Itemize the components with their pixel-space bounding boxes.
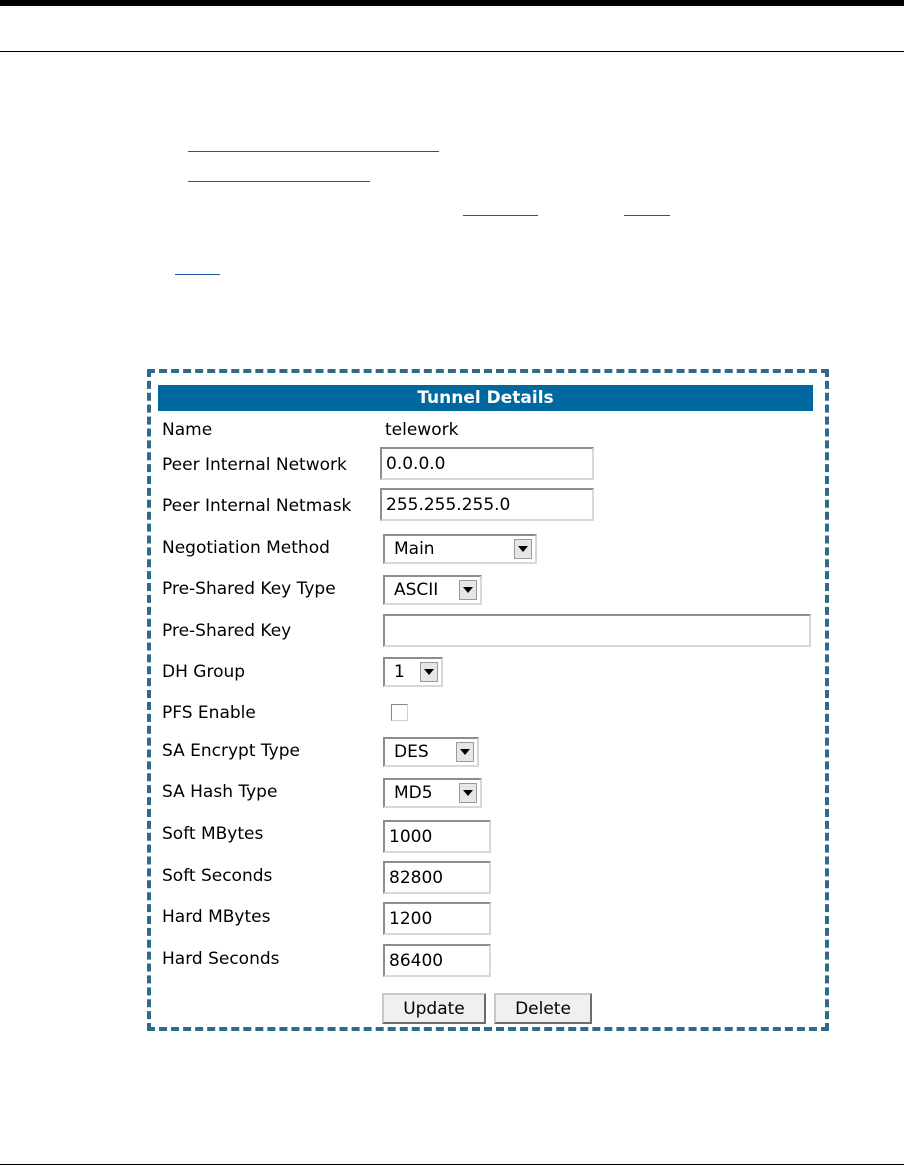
panel-title: Tunnel Details	[158, 385, 813, 412]
soft-seconds-input[interactable]	[383, 861, 491, 894]
soft-seconds-label: Soft Seconds	[162, 866, 273, 886]
doc-link-3[interactable]	[463, 215, 538, 216]
chevron-down-icon[interactable]	[420, 662, 438, 682]
soft-mbytes-input[interactable]	[383, 820, 491, 853]
pfs-enable-checkbox[interactable]	[391, 704, 408, 721]
dh-group-label: DH Group	[162, 662, 246, 682]
pfs-enable-label: PFS Enable	[162, 703, 256, 723]
hard-mbytes-input[interactable]	[383, 902, 491, 935]
chevron-down-icon[interactable]	[459, 783, 477, 803]
dh-group-value: 1	[394, 662, 405, 682]
sa-hash-type-value: MD5	[394, 783, 433, 803]
hard-seconds-input[interactable]	[383, 944, 491, 977]
header-rule	[0, 51, 904, 52]
update-button[interactable]: Update	[382, 993, 486, 1024]
chevron-down-icon[interactable]	[514, 539, 532, 559]
doc-link-1[interactable]	[188, 151, 439, 152]
pre-shared-key-label: Pre-Shared Key	[162, 621, 292, 641]
pre-shared-key-type-select[interactable]	[383, 575, 482, 605]
doc-link-4[interactable]	[624, 215, 670, 216]
hard-seconds-label: Hard Seconds	[162, 949, 280, 969]
chevron-down-icon[interactable]	[459, 580, 477, 600]
name-value: telework	[385, 420, 459, 440]
dh-group-select[interactable]	[383, 657, 443, 687]
delete-button[interactable]: Delete	[494, 993, 592, 1024]
negotiation-method-select[interactable]	[383, 534, 537, 564]
name-label: Name	[162, 420, 213, 440]
sa-encrypt-type-select[interactable]	[383, 737, 479, 767]
peer-internal-netmask-label: Peer Internal Netmask	[162, 496, 352, 516]
footer-rule	[0, 1164, 904, 1165]
hard-mbytes-label: Hard MBytes	[162, 907, 271, 927]
chevron-down-icon[interactable]	[456, 742, 474, 762]
pre-shared-key-type-value: ASCII	[394, 580, 439, 600]
sa-hash-type-label: SA Hash Type	[162, 782, 278, 802]
soft-mbytes-label: Soft MBytes	[162, 824, 264, 844]
doc-link-2[interactable]	[188, 181, 370, 182]
sa-encrypt-type-value: DES	[394, 742, 429, 762]
pre-shared-key-input[interactable]	[383, 614, 811, 647]
peer-internal-network-label: Peer Internal Network	[162, 455, 347, 475]
tunnel-details-panel	[158, 385, 813, 1020]
peer-internal-netmask-input[interactable]	[380, 488, 594, 521]
sa-hash-type-select[interactable]	[383, 778, 482, 808]
negotiation-method-label: Negotiation Method	[162, 538, 330, 558]
top-rule	[0, 0, 904, 6]
pre-shared-key-type-label: Pre-Shared Key Type	[162, 579, 336, 599]
peer-internal-network-input[interactable]	[380, 447, 594, 480]
doc-link-5[interactable]	[175, 274, 220, 275]
sa-encrypt-type-label: SA Encrypt Type	[162, 741, 300, 761]
negotiation-method-value: Main	[394, 539, 435, 559]
